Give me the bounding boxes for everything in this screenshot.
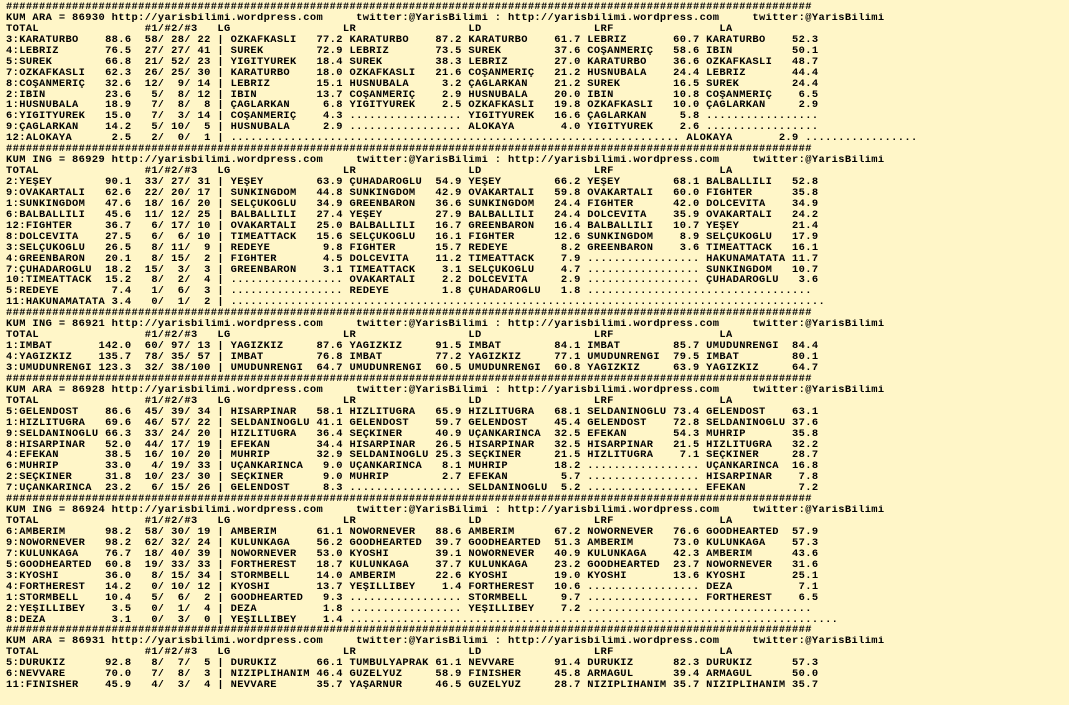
horse-row: 5:SÜREK 66.8 21/ 52/ 23 | YİĞİTYÜREK 18.4 SÜREK 38.3 LEBRİZ 27.0 KARATURBO 36.6 ÖZKAFKASLI 48.7 <box>6 56 819 68</box>
horse-row: 9:NOWORNEVER 98.2 62/ 32/ 24 | KÜLÜNKAĞA 56.2 GOODHEARTED 39.7 GOODHEARTED 51.3 AMBERİM 73.0 KÜLÜNKAĞA 57.3 <box>6 537 819 549</box>
horse-row: 5:DURUKIZ 92.8 8/ 7/ 5 | DURUKIZ 66.1 TUMBULYAPRAK 61.1 NEVVARE 91.4 DURUKIZ 82.3 DURUKIZ 57.3 <box>6 658 819 670</box>
race-header-line: KUM ING = 86924 http://yarisbilimi.wordpress.com twitter:@YarisBilimi : http://yarisbilimi.wordpress.com twitter:@YarisBilimi <box>6 505 885 517</box>
horse-row: 2:YEŞEY 90.1 33/ 27/ 31 | YEŞEY 63.9 ÇUHADAROĞLU 54.9 YEŞEY 66.2 YEŞEY 68.1 BALBALLILI 52.8 <box>6 177 819 188</box>
horse-row: 1:HIZLITUĞRA 69.6 46/ 57/ 22 | SELDANINOĞLU 41.1 GELENDOST 59.7 GELENDOST 45.4 GELENDOST 72.8 SELDANINOĞLU 37.6 <box>6 417 819 429</box>
horse-row: 8:HİSARPINAR 52.0 44/ 17/ 19 | EFEKAN 34.4 HİSARPINAR 26.5 HİSARPINAR 32.5 HİSARPINAR 21.5 HIZLITUĞRA 32.2 <box>6 439 819 451</box>
horse-row: 1:SUNKINGDOM 47.6 18/ 16/ 20 | SELÇUKOĞLU 34.9 GREENBARON 36.6 SUNKINGDOM 24.4 FIGHTER 42.0 DOLCEVITA 34.9 <box>6 198 819 210</box>
horse-row: 1:STORMBELL 10.4 5/ 6/ 2 | GOODHEARTED 9.3 ................. STORMBELL 9.7 ................. FORTHEREST 6.5 <box>6 592 819 604</box>
horse-row: 4:LEBRİZ 76.5 27/ 27/ 41 | SÜREK 72.9 LEBRİZ 73.5 SÜREK 37.6 COŞANMERİÇ 58.6 İBİN 50.1 <box>6 45 819 57</box>
horse-row: 9:OVAKARTALI 62.6 22/ 20/ 17 | SUNKINGDOM 44.8 SUNKINGDOM 42.9 OVAKARTALI 59.8 OVAKARTALI 60.0 FIGHTER 35.8 <box>6 187 819 199</box>
horse-row: 1:İMBAT 142.0 60/ 97/ 13 | YAĞIZKIZ 87.6 YAĞIZKIZ 91.5 İMBAT 84.1 İMBAT 85.7 UMUDUNRENGİ 84.4 <box>6 341 819 352</box>
race-header-line: KUM ING = 86929 http://yarisbilimi.wordpress.com twitter:@YarisBilimi : http://yarisbilimi.wordpress.com twitter:@YarisBilimi <box>6 155 885 167</box>
race-header-line: KUM ARA = 86931 http://yarisbilimi.wordpress.com twitter:@YarisBilimi : http://yarisbilimi.wordpress.com twitter:@YarisBilimi <box>6 636 885 648</box>
column-header-line: TOTAL #1/#2/#3 LG LR LD LRF LA <box>6 23 733 35</box>
horse-row: 11:HAKUNAMATATA 3.4 0/ 1/ 2 | .......................................................................................... <box>6 297 826 309</box>
separator-line: ########################################################################################################################## <box>6 144 812 156</box>
race-header-line: KUM ARA = 86928 http://yarisbilimi.wordpress.com twitter:@YarisBilimi : http://yarisbilimi.wordpress.com twitter:@YarisBilimi <box>6 384 885 396</box>
race-header-line: KUM ING = 86921 http://yarisbilimi.wordpress.com twitter:@YarisBilimi : http://yarisbilimi.wordpress.com twitter:@YarisBilimi <box>6 319 885 331</box>
horse-row: 7:UÇANKARINCA 23.2 6/ 15/ 26 | GELENDOST 8.3 ................. SELDANINOĞLU 5.2 ................. EFEKAN 7.2 <box>6 483 819 495</box>
horse-row: 6:BALBALLILI 45.6 11/ 12/ 25 | BALBALLILI 27.4 YEŞEY 27.9 BALBALLILI 24.4 DOLCEVITA 35.9 OVAKARTALI 24.2 <box>6 209 819 221</box>
separator-line: ########################################################################################################################## <box>6 308 812 320</box>
horse-row: 2:YEŞİLLİBEY 3.5 0/ 1/ 4 | DEZA 1.8 ................. YEŞİLLİBEY 7.2 .................................. <box>6 603 812 615</box>
column-header-line: TOTAL #1/#2/#3 LG LR LD LRF LA <box>6 647 733 659</box>
horse-row: 6:AMBERİM 98.2 58/ 30/ 19 | AMBERİM 61.1 NOWORNEVER 88.6 AMBERİM 67.2 NOWORNEVER 76.6 GOODHEARTED 57.9 <box>6 527 819 538</box>
horse-row: 9:SELDANINOĞLU 66.3 33/ 24/ 20 | HIZLITUĞRA 36.4 SEÇKİNER 40.9 UÇANKARINCA 32.5 EFEKAN 54.3 MUHRİP 35.8 <box>6 428 819 440</box>
column-header-line: TOTAL #1/#2/#3 LG LR LD LRF LA <box>6 166 733 177</box>
horse-row: 11:FINISHER 45.9 4/ 3/ 4 | NEVVARE 35.7 YAŞARNUR 46.5 GÜZELYÜZ 28.7 NİZİPLİHANIM 35.7 NİZİPLİHANIM 35.7 <box>6 680 819 692</box>
horse-row: 8:COŞANMERİÇ 32.6 12/ 9/ 14 | LEBRİZ 15.1 HÜSNÜBALA 3.2 ÇAĞLARKAN 21.2 SÜREK 16.5 SÜREK 24.4 <box>6 78 819 90</box>
horse-row: 4:YAĞIZKIZ 135.7 78/ 35/ 57 | İMBAT 76.8 İMBAT 77.2 YAĞIZKIZ 77.1 UMUDUNRENGİ 79.5 İMBAT 80.1 <box>6 352 819 363</box>
horse-row: 7:ÖZKAFKASLI 62.3 26/ 25/ 30 | KARATURBO 18.0 ÖZKAFKASLI 21.6 COŞANMERİÇ 21.2 HÜSNÜBALA 24.4 LEBRİZ 44.4 <box>6 67 819 79</box>
horse-row: 8:DOLCEVITA 27.5 6/ 6/ 10 | TIMEATTACK 15.6 SELÇUKOĞLU 16.1 FIGHTER 12.6 SUNKINGDOM 8.9 SELÇUKOĞLU 17.9 <box>6 231 819 243</box>
horse-row: 12:ALOKAYA 2.5 2/ 0/ 1 | .................................................................... ALOKAYA 2.9 ................. <box>6 133 918 145</box>
horse-row: 7:KÜLÜNKAĞA 76.7 18/ 40/ 39 | NOWORNEVER 53.0 KYOSHI 39.1 NOWORNEVER 40.9 KÜLÜNKAĞA 42.3 AMBERİM 43.6 <box>6 548 819 560</box>
column-header-line: TOTAL #1/#2/#3 LG LR LD LRF LA <box>6 395 733 407</box>
separator-line: ########################################################################################################################## <box>6 373 812 385</box>
horse-row: 4:GREENBARON 20.1 8/ 15/ 2 | FIGHTER 4.5 DOLCEVITA 11.2 TIMEATTACK 7.9 ................. HAKUNAMATATA 11.7 <box>6 253 819 265</box>
horse-row: 12:FIGHTER 36.7 6/ 17/ 10 | OVAKARTALI 25.0 BALBALLILI 16.7 GREENBARON 16.4 BALBALLILI 10.7 YEŞEY 21.4 <box>6 220 819 232</box>
horse-row: 2:SEÇKİNER 31.8 10/ 23/ 30 | SEÇKİNER 9.0 MUHRİP 2.7 EFEKAN 5.7 ................. HİSARPINAR 7.8 <box>6 472 819 484</box>
column-header-line: TOTAL #1/#2/#3 LG LR LD LRF LA <box>6 330 733 342</box>
horse-row: 6:MUHRİP 33.0 4/ 19/ 33 | UÇANKARINCA 9.0 UÇANKARINCA 8.1 MUHRİP 18.2 ................. UÇANKARINCA 16.8 <box>6 461 819 473</box>
separator-line: ########################################################################################################################## <box>6 494 812 506</box>
horse-row: 8:DEZA 3.1 0/ 3/ 0 | YEŞİLLİBEY 1.4 .......................................................................... <box>6 614 839 626</box>
separator-line: ########################################################################################################################## <box>6 625 812 637</box>
horse-row: 5:REDEYE 7.4 1/ 6/ 3 | ................. REDEYE 1.8 ÇUHADAROĞLU 1.8 .................................. <box>6 286 812 298</box>
horse-row: 1:HÜSNÜBALA 18.9 7/ 8/ 8 | ÇAĞLARKAN 6.8 YİĞİTYÜREK 2.5 ÖZKAFKASLI 19.8 ÖZKAFKASLI 10.0 ÇAĞLARKAN 2.9 <box>6 100 819 112</box>
horse-row: 7:ÇUHADAROĞLU 18.2 15/ 3/ 3 | GREENBARON 3.1 TIMEATTACK 3.1 SELÇUKOĞLU 4.7 ................. SUNKINGDOM 10.7 <box>6 264 819 276</box>
horse-row: 3:UMUDUNRENGİ 123.3 32/ 38/100 | UMUDUNRENGİ 64.7 UMUDUNRENGİ 60.5 UMUDUNRENGİ 60.8 YAĞIZKIZ 63.9 YAĞIZKIZ 64.7 <box>6 362 819 374</box>
horse-row: 4:FORTHEREST 14.2 0/ 10/ 12 | KYOSHI 13.7 YEŞİLLİBEY 1.4 FORTHEREST 10.6 ................. DEZA 7.1 <box>6 581 819 593</box>
separator-line: ########################################################################################################################## <box>6 2 812 13</box>
horse-row: 4:EFEKAN 38.5 16/ 10/ 20 | MUHRİP 32.9 SELDANINOĞLU 25.3 SEÇKİNER 21.5 HIZLITUĞRA 7.1 SEÇKİNER 28.7 <box>6 450 819 462</box>
horse-row: 6:YİĞİTYÜREK 15.0 7/ 3/ 14 | COŞANMERİÇ 4.3 ................. YİĞİTYÜREK 16.6 ÇAĞLARKAN 5.8 ................. <box>6 111 819 123</box>
race-header-line: KUM ARA = 86930 http://yarisbilimi.wordpress.com twitter:@YarisBilimi : http://yarisbilimi.wordpress.com twitter:@YarisBilimi <box>6 12 885 24</box>
horse-row: 10:TIMEATTACK 15.2 8/ 2/ 4 | ................. OVAKARTALI 2.2 DOLCEVITA 2.9 ................. ÇUHADAROĞLU 3.6 <box>6 275 819 287</box>
horse-row: 9:ÇAĞLARKAN 14.2 5/ 10/ 5 | HÜSNÜBALA 2.9 ................. ALOKAYA 4.0 YİĞİTYÜREK 2.6 ................. <box>6 122 819 134</box>
horse-row: 5:GELENDOST 86.6 45/ 39/ 34 | HİSARPINAR 58.1 HIZLITUĞRA 65.9 HIZLITUĞRA 68.1 SELDANINOĞLU 73.4 GELENDOST 63.1 <box>6 406 819 418</box>
horse-row: 3:SELÇUKOĞLU 26.5 8/ 11/ 9 | REDEYE 9.8 FIGHTER 15.7 REDEYE 8.2 GREENBARON 3.6 TIMEATTACK 16.1 <box>6 242 819 254</box>
horse-row: 2:İBİN 23.6 5/ 8/ 12 | İBİN 13.7 COŞANMERİÇ 2.9 HÜSNÜBALA 20.0 İBİN 10.8 COŞANMERİÇ 6.5 <box>6 89 819 101</box>
horse-row: 3:KYOSHI 36.0 8/ 15/ 34 | STORMBELL 14.0 AMBERİM 22.6 KYOSHI 19.0 KYOSHI 13.6 KYOSHI 25.1 <box>6 570 819 582</box>
horse-row: 5:GOODHEARTED 60.8 19/ 33/ 33 | FORTHEREST 18.7 KÜLÜNKAĞA 37.7 KÜLÜNKAĞA 23.2 GOODHEARTED 23.7 NOWORNEVER 31.6 <box>6 559 819 571</box>
horse-row: 3:KARATURBO 88.6 58/ 28/ 22 | ÖZKAFKASLI 77.2 KARATURBO 87.2 KARATURBO 61.7 LEBRİZ 60.7 KARATURBO 52.3 <box>6 34 819 46</box>
horse-row: 6:NEVVARE 70.0 7/ 8/ 3 | NİZİPLİHANIM 46.4 GÜZELYÜZ 58.9 FINISHER 45.8 ARMAGÜL 39.4 ARMAGÜL 50.0 <box>6 669 819 681</box>
column-header-line: TOTAL #1/#2/#3 LG LR LD LRF LA <box>6 516 733 527</box>
